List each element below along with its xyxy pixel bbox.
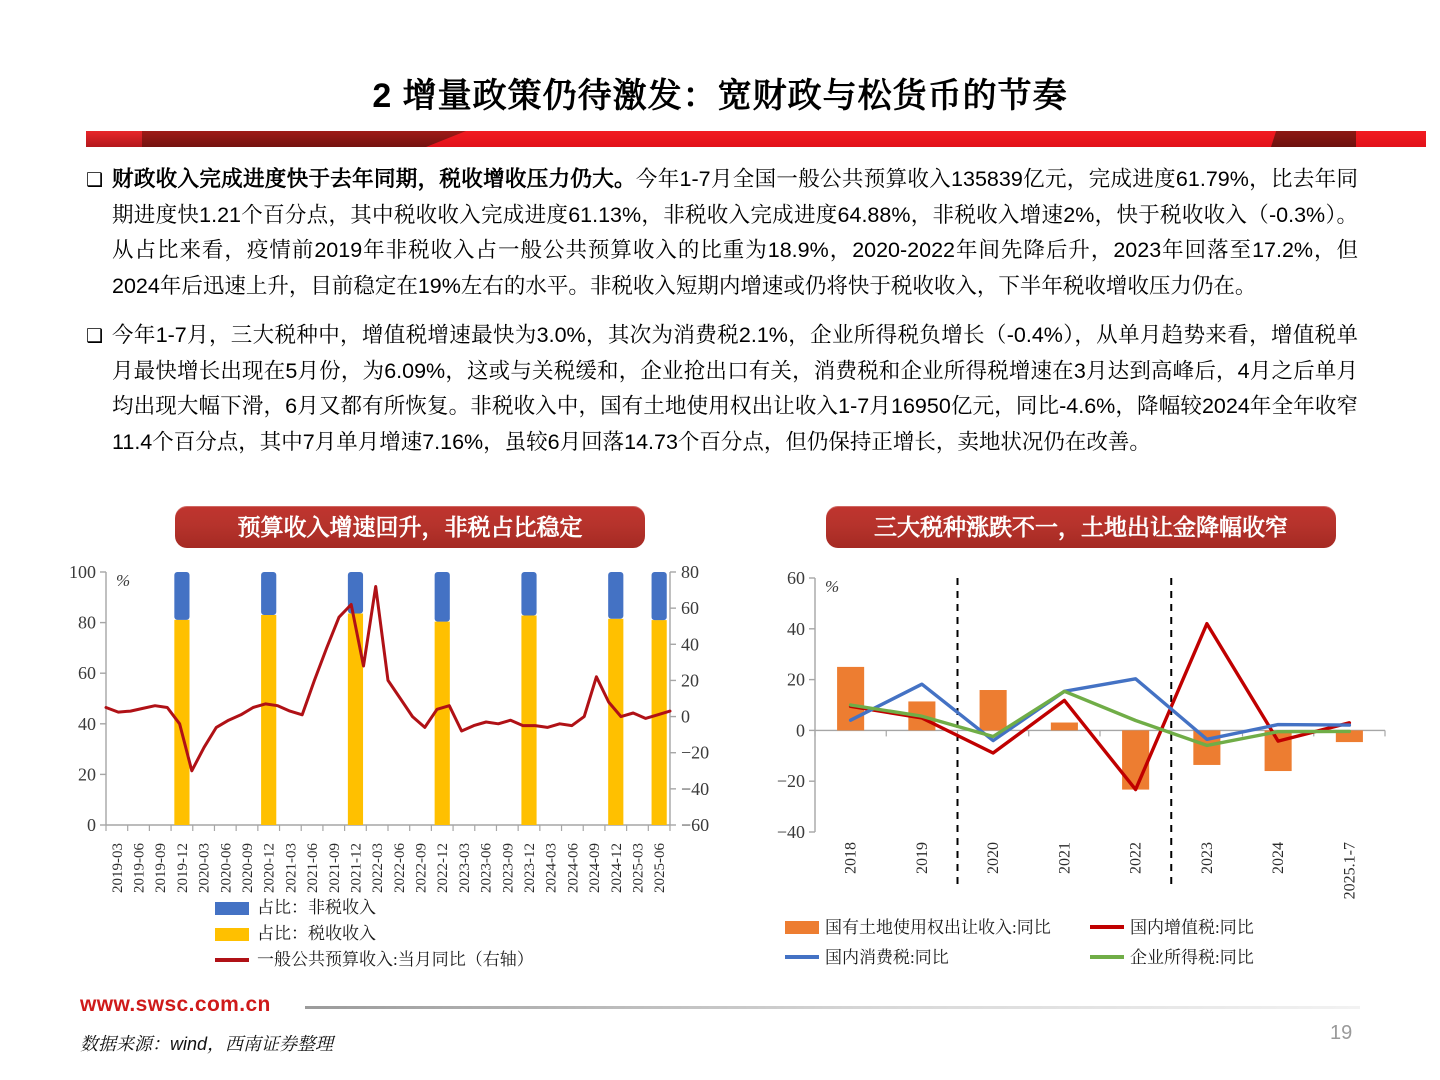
x-tick-label: 2022-03 xyxy=(370,843,387,893)
x-tick-label: 2023-12 xyxy=(522,843,538,893)
bar-land-transfer-yoy xyxy=(1265,730,1292,771)
y2-tick-label: −20 xyxy=(681,742,710,763)
right-chart-title: 三大税种涨跌不一，土地出让金降幅收窄 xyxy=(826,506,1336,548)
bar-tax-share xyxy=(435,622,450,825)
x-tick-label: 2025.1-7 xyxy=(1341,842,1359,900)
bar-tax-share xyxy=(174,620,189,825)
right-chart xyxy=(760,560,1410,980)
left-chart-canvas xyxy=(60,560,750,980)
left-chart-title: 预算收入增速回升，非税占比稳定 xyxy=(175,506,645,548)
bullet-rest: 今年1-7月全国一般公共预算收入135839亿元，完成进度61.79%，比去年同期进度快1.21个百分点，其中税收收入完成进度61.13%，非税收入完成进度64.88%，非税收入增速2%，快于税收收入（-0.3%）。从占比来看，疫情前2019年非税收入占一般公共预算收入的比重为18.9%，2020-2022年间先降后升，2023年回落至17.2%，但2024年后迅速上升，目前稳定在19%左右的水平。非税收入短期内增速或仍将快于税收收入，下半年税收增收压力仍在。 xyxy=(112,167,1358,298)
x-tick-label: 2021-06 xyxy=(305,843,322,893)
y-tick-label: 20 xyxy=(78,764,96,785)
right-chart-canvas xyxy=(760,560,1410,980)
bar-nontax-share xyxy=(652,572,667,620)
x-tick-label: 2024-03 xyxy=(543,843,560,893)
x-tick-label: 2020-06 xyxy=(218,843,235,893)
x-tick-label: 2022-12 xyxy=(435,843,452,893)
bar-nontax-share xyxy=(174,572,189,620)
bar-nontax-share xyxy=(261,572,276,615)
legend-label: 一般公共预算收入:当月同比（右轴） xyxy=(257,950,534,969)
x-tick-label: 2019-03 xyxy=(109,843,126,893)
bullet-item xyxy=(86,162,1358,304)
x-tick-label: 2019-06 xyxy=(131,843,148,893)
bar-land-transfer-yoy xyxy=(1051,723,1078,731)
bullet-text xyxy=(112,318,1358,460)
y-tick-label: 40 xyxy=(787,618,805,639)
right-chart-panel xyxy=(826,506,1336,548)
legend-swatch xyxy=(215,928,249,941)
y2-tick-label: −40 xyxy=(681,778,710,799)
y-tick-label: 40 xyxy=(78,713,96,734)
legend-label: 国内增值税:同比 xyxy=(1130,918,1254,937)
y2-tick-label: 80 xyxy=(681,562,699,582)
bullet-lead: 财政收入完成进度快于去年同期，税收增收压力仍大。 xyxy=(112,167,636,191)
y2-tick-label: 0 xyxy=(681,706,690,727)
bar-land-transfer-yoy xyxy=(1122,730,1149,789)
y-tick-label: 20 xyxy=(787,669,805,690)
bar-tax-share xyxy=(261,615,276,825)
y2-tick-label: 60 xyxy=(681,598,699,619)
x-tick-label: 2020-09 xyxy=(240,843,256,893)
left-axis-unit: % xyxy=(116,571,131,590)
x-tick-label: 2024-12 xyxy=(608,843,625,893)
x-tick-label: 2022 xyxy=(1127,842,1145,874)
x-tick-label: 2020-03 xyxy=(196,843,213,893)
y-tick-label: 60 xyxy=(78,663,96,684)
legend-label: 国有土地使用权出让收入:同比 xyxy=(825,918,1051,937)
x-tick-label: 2023-03 xyxy=(456,843,473,893)
x-tick-label: 2018 xyxy=(842,842,860,874)
x-tick-label: 2019-12 xyxy=(174,843,191,893)
y2-tick-label: −60 xyxy=(681,815,710,835)
x-tick-label: 2022-06 xyxy=(391,843,408,893)
x-tick-label: 2020 xyxy=(985,842,1003,874)
page-number: 19 xyxy=(1330,1022,1353,1044)
x-tick-label: 2023-09 xyxy=(500,843,517,893)
bullet-marker-icon: ❑ xyxy=(86,169,104,191)
footer-url[interactable]: www.swsc.com.cn xyxy=(80,993,271,1016)
y-tick-label: 100 xyxy=(69,562,96,582)
footer-divider xyxy=(305,1006,1360,1009)
legend-label: 占比：非税收入 xyxy=(257,898,376,917)
x-tick-label: 2021-03 xyxy=(283,843,300,893)
y-tick-label: 0 xyxy=(796,720,805,741)
y-tick-label: 80 xyxy=(78,612,96,633)
left-chart xyxy=(60,560,750,980)
bullet-marker-icon: ❑ xyxy=(86,325,104,347)
x-tick-label: 2023-06 xyxy=(478,843,495,893)
bullet-rest: 今年1-7月，三大税种中，增值税增速最快为3.0%，其次为消费税2.1%，企业所得税负增长（-0.4%），从单月趋势来看，增值税单月最快增长出现在5月份，为6.09%，这或与关税缓和，企业抢出口有关，消费税和企业所得税增速在3月达到高峰后，4月之后单月均出现大幅下滑，6月又都有所恢复。非税收入中，国有土地使用权出让收入1-7月16950亿元，同比-4.6%，降幅较2024年全年收窄11.4个百分点，其中7月单月增速7.16%，虽较6月回落14.73个百分点，但仍保持正增长，卖地状况仍在改善。 xyxy=(112,323,1358,454)
legend-label: 企业所得税:同比 xyxy=(1130,948,1254,967)
bar-nontax-share xyxy=(608,572,623,619)
axis-unit: % xyxy=(825,577,840,596)
y2-tick-label: 40 xyxy=(681,634,699,655)
x-tick-label: 2019-09 xyxy=(153,843,170,893)
bar-tax-share xyxy=(521,616,536,825)
title-divider-bar xyxy=(86,131,1356,147)
legend-label: 占比：税收收入 xyxy=(257,924,376,943)
bar-tax-share xyxy=(608,619,623,825)
bar-nontax-share xyxy=(521,572,536,616)
footer-source: 数据来源：wind，西南证券整理 xyxy=(80,1034,334,1054)
x-tick-label: 2024 xyxy=(1270,842,1288,874)
left-chart-panel xyxy=(175,506,645,548)
legend-swatch xyxy=(215,902,249,915)
y-tick-label: 60 xyxy=(787,568,805,588)
x-tick-label: 2022-09 xyxy=(413,843,430,893)
x-tick-label: 2021-09 xyxy=(326,843,343,893)
y-tick-label: −40 xyxy=(776,822,805,842)
bullet-text xyxy=(112,162,1358,304)
x-tick-label: 2021-12 xyxy=(348,843,365,893)
bullet-item xyxy=(86,318,1358,460)
x-tick-label: 2024-09 xyxy=(587,843,604,893)
x-tick-label: 2025-06 xyxy=(652,843,669,893)
y-tick-label: −20 xyxy=(776,771,805,792)
y-tick-label: 0 xyxy=(87,815,96,835)
bar-nontax-share xyxy=(435,572,450,622)
page-title: 2 增量政策仍待激发：宽财政与松货币的节奏 xyxy=(372,77,1068,115)
x-tick-label: 2020-12 xyxy=(261,843,278,893)
line-budget-revenue-yoy xyxy=(106,587,670,771)
bar-tax-share xyxy=(652,620,667,825)
x-tick-label: 2021 xyxy=(1056,842,1074,874)
legend-swatch xyxy=(785,921,819,934)
bullet-list xyxy=(86,162,1358,474)
bar-land-transfer-yoy xyxy=(1193,730,1220,765)
legend-label: 国内消费税:同比 xyxy=(825,948,949,967)
x-tick-label: 2024-06 xyxy=(565,843,582,893)
y2-tick-label: 20 xyxy=(681,670,699,691)
x-tick-label: 2023 xyxy=(1198,842,1216,874)
x-tick-label: 2025-03 xyxy=(630,843,647,893)
x-tick-label: 2019 xyxy=(913,842,931,874)
bar-land-transfer-yoy xyxy=(980,690,1007,730)
